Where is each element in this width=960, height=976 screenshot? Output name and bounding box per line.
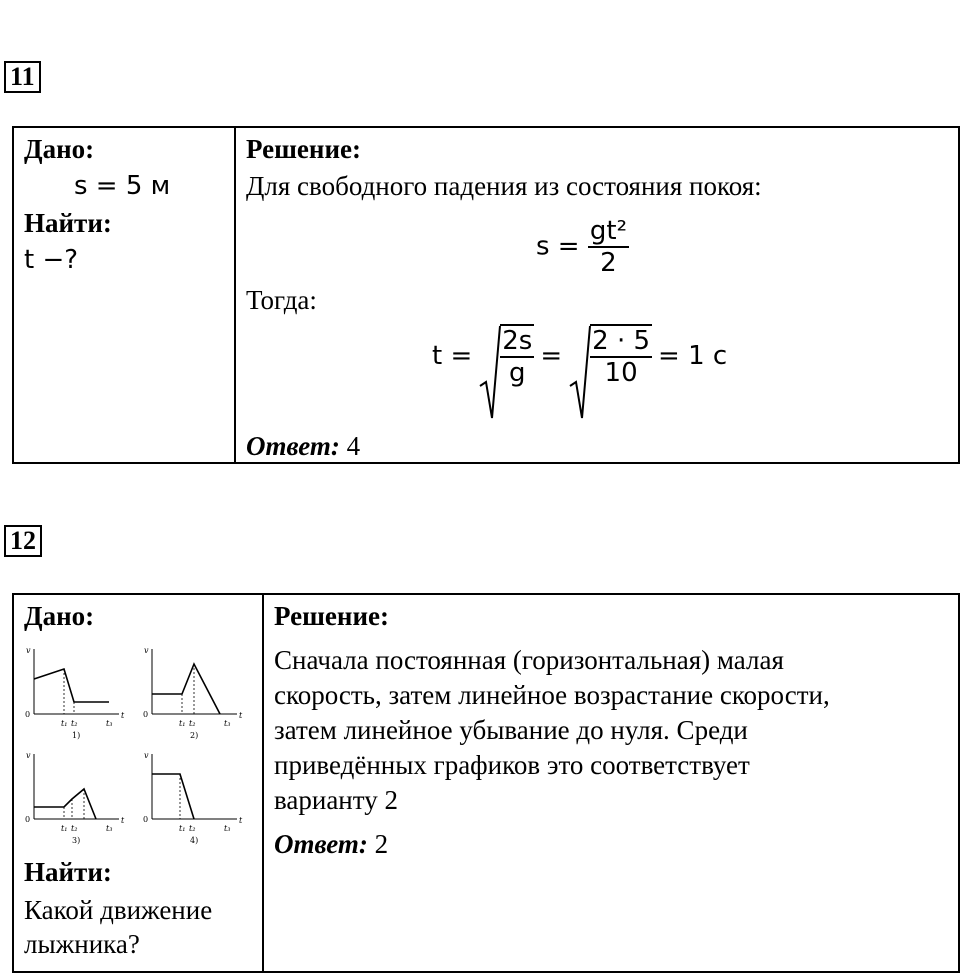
- find-line-2: лыжника?: [24, 929, 140, 959]
- velocity-curve-4: [152, 774, 194, 819]
- fraction-2s-den: g: [500, 356, 534, 388]
- velocity-curve-2: [152, 664, 220, 714]
- given-value-text: s = 5 м: [74, 171, 171, 201]
- v-label-1: v: [26, 646, 31, 655]
- graph-number-2: 2): [190, 731, 199, 740]
- solution-line: приведённых графиков это соответствует: [274, 750, 750, 780]
- t-label-2: t: [239, 711, 243, 720]
- t1-label-1: t₁: [61, 719, 68, 728]
- solution-line: Сначала постоянная (горизонтальная) малая: [274, 645, 784, 675]
- formula-eq: =: [540, 341, 563, 371]
- task-number-11-text: 11: [10, 62, 35, 91]
- task-number-12: [4, 525, 42, 557]
- t2-label-1: t₂: [71, 719, 78, 728]
- fraction-2s-num: 2s: [502, 326, 533, 356]
- formula-numerator: gt²: [589, 216, 627, 246]
- formula-fraction: [588, 216, 629, 278]
- t3-label-3: t₃: [106, 824, 113, 833]
- t1-label-3: t₁: [61, 824, 68, 833]
- fraction-2x5-10: [590, 326, 652, 388]
- t1-label-2: t₁: [179, 719, 186, 728]
- sqrt-content-1: [500, 324, 534, 388]
- then-text: Тогда:: [246, 285, 317, 315]
- solution-line: скорость, затем линейное возрастание скорости,: [274, 680, 830, 710]
- answer-label: Ответ:: [246, 431, 340, 461]
- t1-label-4: t₁: [179, 824, 186, 833]
- formula-denominator: 2: [588, 246, 629, 278]
- solution-text: Для свободного падения из состояния покоя:: [246, 171, 762, 201]
- v-label-2: v: [144, 646, 149, 655]
- answer-value: 2: [374, 829, 389, 859]
- sqrt-sign-icon: [568, 324, 592, 420]
- find-header: Найти:: [24, 208, 112, 238]
- task-11-given-cell: [13, 127, 235, 463]
- task-number-12-text: 12: [10, 526, 36, 555]
- solution-line: варианту 2: [274, 785, 398, 815]
- sqrt-2x5-over-10: [568, 324, 652, 388]
- task-number-11: [4, 61, 41, 93]
- graph-number-1: 1): [72, 731, 81, 740]
- find-question: [24, 893, 252, 961]
- t3-label-4: t₃: [224, 824, 231, 833]
- formula-s-lhs: s =: [536, 231, 580, 262]
- t2-label-2: t₂: [189, 719, 196, 728]
- zero-label-3: 0: [25, 815, 31, 824]
- given-value: [24, 166, 224, 206]
- fraction-2x5-den: 10: [590, 356, 652, 388]
- answer-12: [274, 824, 948, 864]
- t-label-3: t: [121, 816, 125, 825]
- fraction-2s-g: [500, 326, 534, 388]
- find-header: Найти:: [24, 857, 112, 887]
- velocity-graphs-svg: [24, 639, 243, 851]
- t3-label-1: t₃: [106, 719, 113, 728]
- velocity-curve-1: [34, 669, 109, 702]
- t2-label-3: t₂: [71, 824, 78, 833]
- fraction-2x5-num: 2 · 5: [592, 326, 651, 356]
- t-label-1: t: [121, 711, 125, 720]
- answer-11: [246, 426, 360, 466]
- formula-result: = 1 с: [658, 341, 728, 371]
- find-line-1: Какой движение: [24, 895, 213, 925]
- given-header: Дано:: [24, 601, 95, 631]
- answer-value: 4: [346, 431, 361, 461]
- t-label-4: t: [239, 816, 243, 825]
- answer-label: Ответ:: [274, 829, 368, 859]
- task-11-table: [12, 126, 960, 464]
- zero-label-2: 0: [143, 710, 149, 719]
- solution-text: [274, 643, 948, 818]
- task-12-solution-cell: [263, 594, 959, 972]
- task-12-table: [12, 593, 960, 973]
- given-header: Дано:: [24, 134, 95, 164]
- sqrt-content-2: [590, 324, 652, 388]
- graph-number-3: 3): [72, 836, 81, 845]
- t3-label-2: t₃: [224, 719, 231, 728]
- velocity-curve-3: [34, 789, 96, 819]
- graph-number-4: 4): [190, 836, 199, 845]
- formula-free-fall: [536, 216, 629, 278]
- task-12-given-cell: [13, 594, 263, 972]
- solution-header: Решение:: [274, 601, 389, 631]
- zero-label-4: 0: [143, 815, 149, 824]
- t2-label-4: t₂: [189, 824, 196, 833]
- solution-line: затем линейное убывание до нуля. Среди: [274, 715, 748, 745]
- sqrt-2s-over-g: [478, 324, 534, 388]
- v-label-4: v: [144, 751, 149, 760]
- formula-time: [432, 324, 727, 388]
- solution-header: Решение:: [246, 134, 361, 164]
- velocity-graphs: [24, 639, 243, 851]
- v-label-3: v: [26, 751, 31, 760]
- zero-label-1: 0: [25, 710, 31, 719]
- sqrt-sign-icon: [478, 324, 502, 420]
- find-value: t −?: [24, 245, 79, 275]
- task-11-solution-cell: [235, 127, 959, 463]
- formula-t-lhs: t =: [432, 341, 473, 371]
